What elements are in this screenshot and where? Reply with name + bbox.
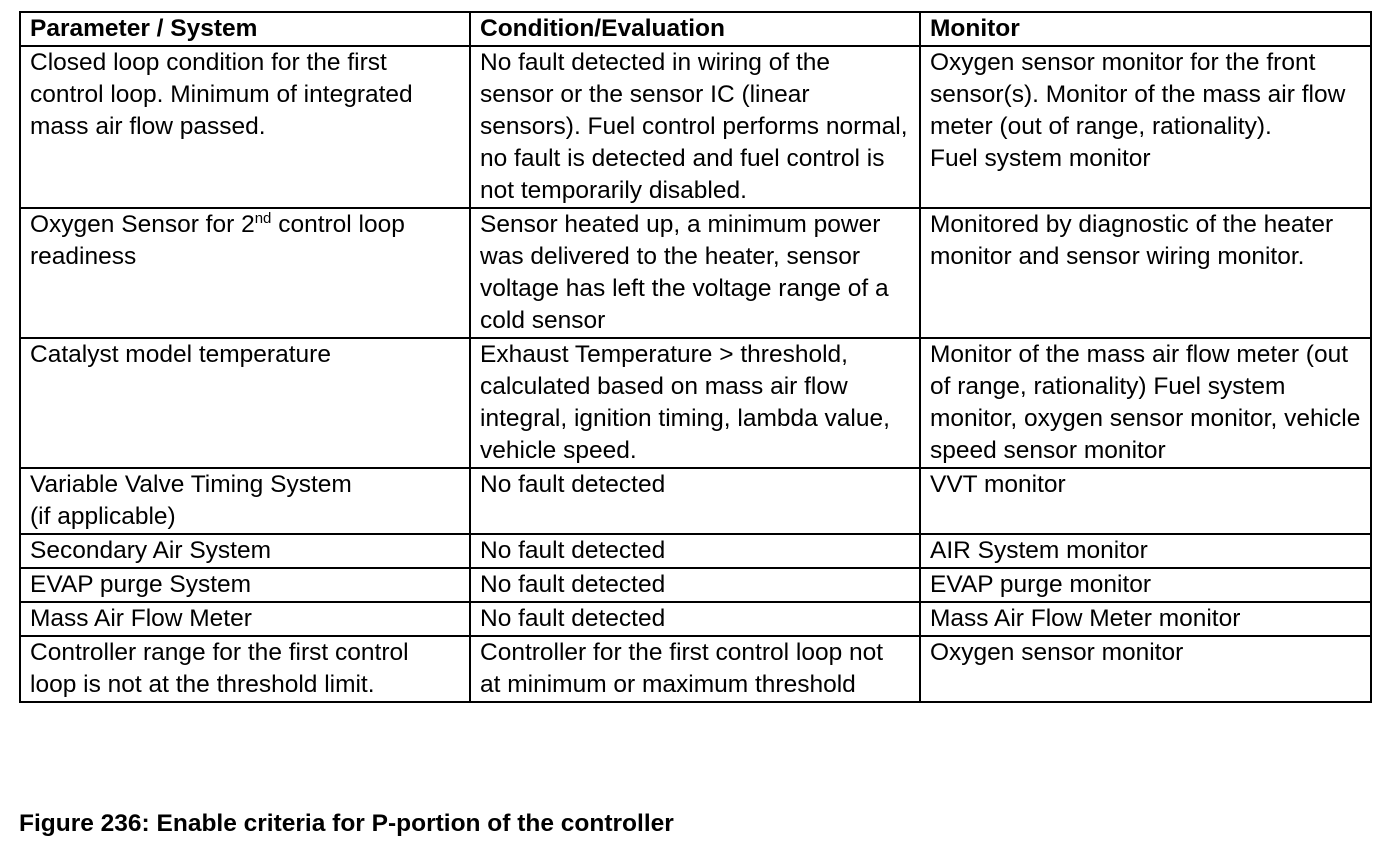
monitor-text: Oxygen sensor monitor for the front sensor(s). Monitor of the mass air flow meter (out of range, rationality). Fuel system monitor [930, 49, 1346, 172]
header-parameter: Parameter / System [20, 12, 470, 46]
monitor-cell [920, 208, 1371, 338]
parameter-cell [20, 568, 470, 602]
monitor-text: EVAP purge monitor [930, 571, 1152, 598]
parameter-text-before: Oxygen Sensor for 2 [30, 211, 255, 238]
parameter-text-after: control loop readiness [30, 211, 405, 270]
condition-text: No fault detected [480, 605, 666, 632]
table-row [20, 338, 1371, 468]
parameter-cell [20, 46, 470, 208]
ordinal-superscript: nd [254, 209, 272, 227]
enable-criteria-table [19, 11, 1372, 703]
monitor-cell [920, 338, 1371, 468]
table-row [20, 636, 1371, 702]
table-row [20, 208, 1371, 338]
monitor-text: Monitored by diagnostic of the heater monitor and sensor wiring monitor. [930, 211, 1334, 270]
parameter-text: Controller range for the first control loop is not at the threshold limit. [30, 639, 409, 698]
parameter-cell [20, 208, 470, 338]
monitor-text: VVT monitor [930, 471, 1066, 498]
table-header-row [20, 12, 1371, 46]
monitor-cell [920, 46, 1371, 208]
parameter-text: Catalyst model temperature [30, 341, 331, 368]
monitor-text: Mass Air Flow Meter monitor [930, 605, 1241, 632]
table-row [20, 46, 1371, 208]
parameter-cell [20, 602, 470, 636]
condition-cell [470, 468, 920, 534]
condition-text: Sensor heated up, a minimum power was delivered to the heater, sensor voltage has left the voltage range of a cold sensor [480, 211, 889, 334]
parameter-cell [20, 468, 470, 534]
table-row [20, 568, 1371, 602]
figure-caption: Figure 236: Enable criteria for P-portion of the controller [19, 810, 674, 837]
parameter-text: Variable Valve Timing System (if applicable) [30, 471, 352, 530]
condition-cell [470, 568, 920, 602]
condition-cell [470, 602, 920, 636]
condition-text: No fault detected [480, 537, 666, 564]
condition-text: No fault detected in wiring of the sensor or the sensor IC (linear sensors). Fuel control performs normal, no fault is detected and fuel control is not temporarily disabled. [480, 49, 908, 204]
monitor-text: Monitor of the mass air flow meter (out of range, rationality) Fuel system monitor, oxygen sensor monitor, vehicle speed sensor monitor [930, 341, 1361, 464]
parameter-text: Secondary Air System [30, 537, 272, 564]
condition-cell [470, 46, 920, 208]
condition-text: No fault detected [480, 471, 666, 498]
monitor-text: AIR System monitor [930, 537, 1148, 564]
monitor-cell [920, 568, 1371, 602]
condition-text: Controller for the first control loop not at minimum or maximum threshold [480, 639, 884, 698]
condition-cell [470, 338, 920, 468]
monitor-cell [920, 636, 1371, 702]
monitor-text: Oxygen sensor monitor [930, 639, 1184, 666]
condition-cell [470, 636, 920, 702]
condition-cell [470, 208, 920, 338]
condition-cell [470, 534, 920, 568]
monitor-cell [920, 602, 1371, 636]
table-row [20, 534, 1371, 568]
parameter-text: EVAP purge System [30, 571, 252, 598]
header-monitor: Monitor [920, 12, 1371, 46]
parameter-cell [20, 636, 470, 702]
monitor-cell [920, 468, 1371, 534]
parameter-text: Closed loop condition for the first control loop. Minimum of integrated mass air flow passed. [30, 49, 413, 140]
parameter-cell [20, 534, 470, 568]
condition-text: Exhaust Temperature > threshold, calculated based on mass air flow integral, ignition timing, lambda value, vehicle speed. [480, 341, 890, 464]
condition-text: No fault detected [480, 571, 666, 598]
parameter-cell [20, 338, 470, 468]
table-row [20, 602, 1371, 636]
parameter-text: Mass Air Flow Meter [30, 605, 252, 632]
table-row [20, 468, 1371, 534]
header-condition: Condition/Evaluation [470, 12, 920, 46]
monitor-cell [920, 534, 1371, 568]
